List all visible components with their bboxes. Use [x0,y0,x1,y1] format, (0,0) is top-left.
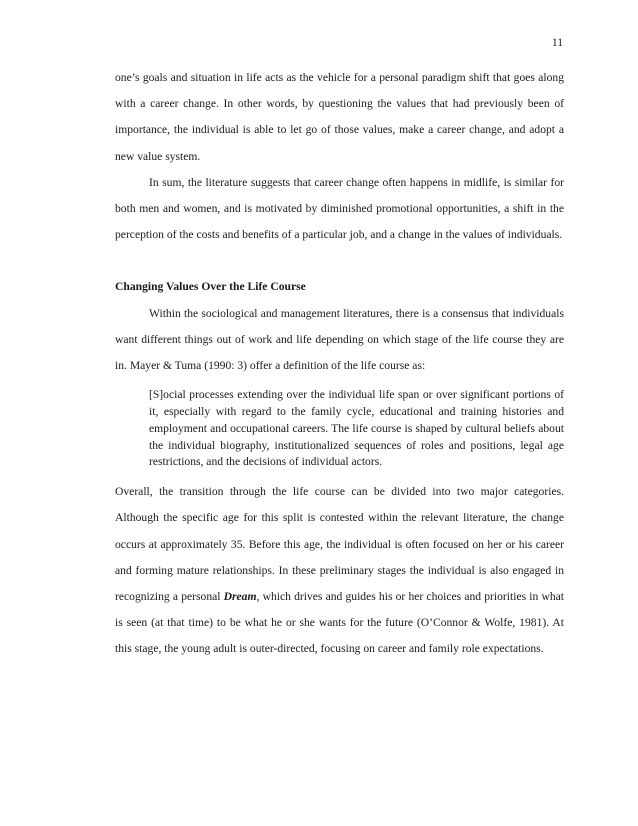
paragraph-2: In sum, the literature suggests that career change often happens in midlife, is similar for both men and women, and is motivated by diminished promotional opportunities, a shift in the perception of the costs and benefits of a particular job, and a change in the values of individuals. [115,175,564,242]
page-content [115,65,564,663]
section-heading: Changing Values Over the Life Course [115,280,306,294]
paragraph-1: one’s goals and situation in life acts as the vehicle for a personal paradigm shift that goes along with a career change. In other words, by questioning the values that had previously been of importance, the individual is able to let go of those values, make a career change, and adopt a new value system. [115,71,564,163]
paragraph-4-part-2: , which drives and guides his or her choices and priorities in what is seen (at that time) to be what he or she wants for the future (O’Connor & Wolfe, 1981). At this stage, the young adult is outer-directed, focusing on career and family role expectations. [115,590,565,656]
dream-emphasis: Dream [223,590,257,604]
paragraph-3: Within the sociological and management literatures, there is a consensus that individuals want different things out of work and life depending on which stage of the life course they are in. Mayer & Tuma (1990: 3) offer a definition of the life course as: [115,306,564,373]
paragraph-4-part-1: Overall, the transition through the life course can be divided into two major categories. Although the specific age for this split is contested within the relevant literature, the change occurs at approximately 35. Before this age, the individual is often focused on her or his career and forming mature relationships. In these preliminary stages the individual is also engaged in recognizing a personal [115,485,564,604]
spacer [115,248,564,274]
block-quote: [S]ocial processes extending over the individual life span or over significant portions of it, especially with regard to the family cycle, educational and training histories and employment and occupational careers. The life course is shaped by cultural beliefs about the individual biography, institutionalized sequences of roles and positions, legal age restrictions, and the decisions of individual actors. [149,388,564,469]
paragraph-4 [115,479,564,662]
page-number: 11 [551,36,563,49]
